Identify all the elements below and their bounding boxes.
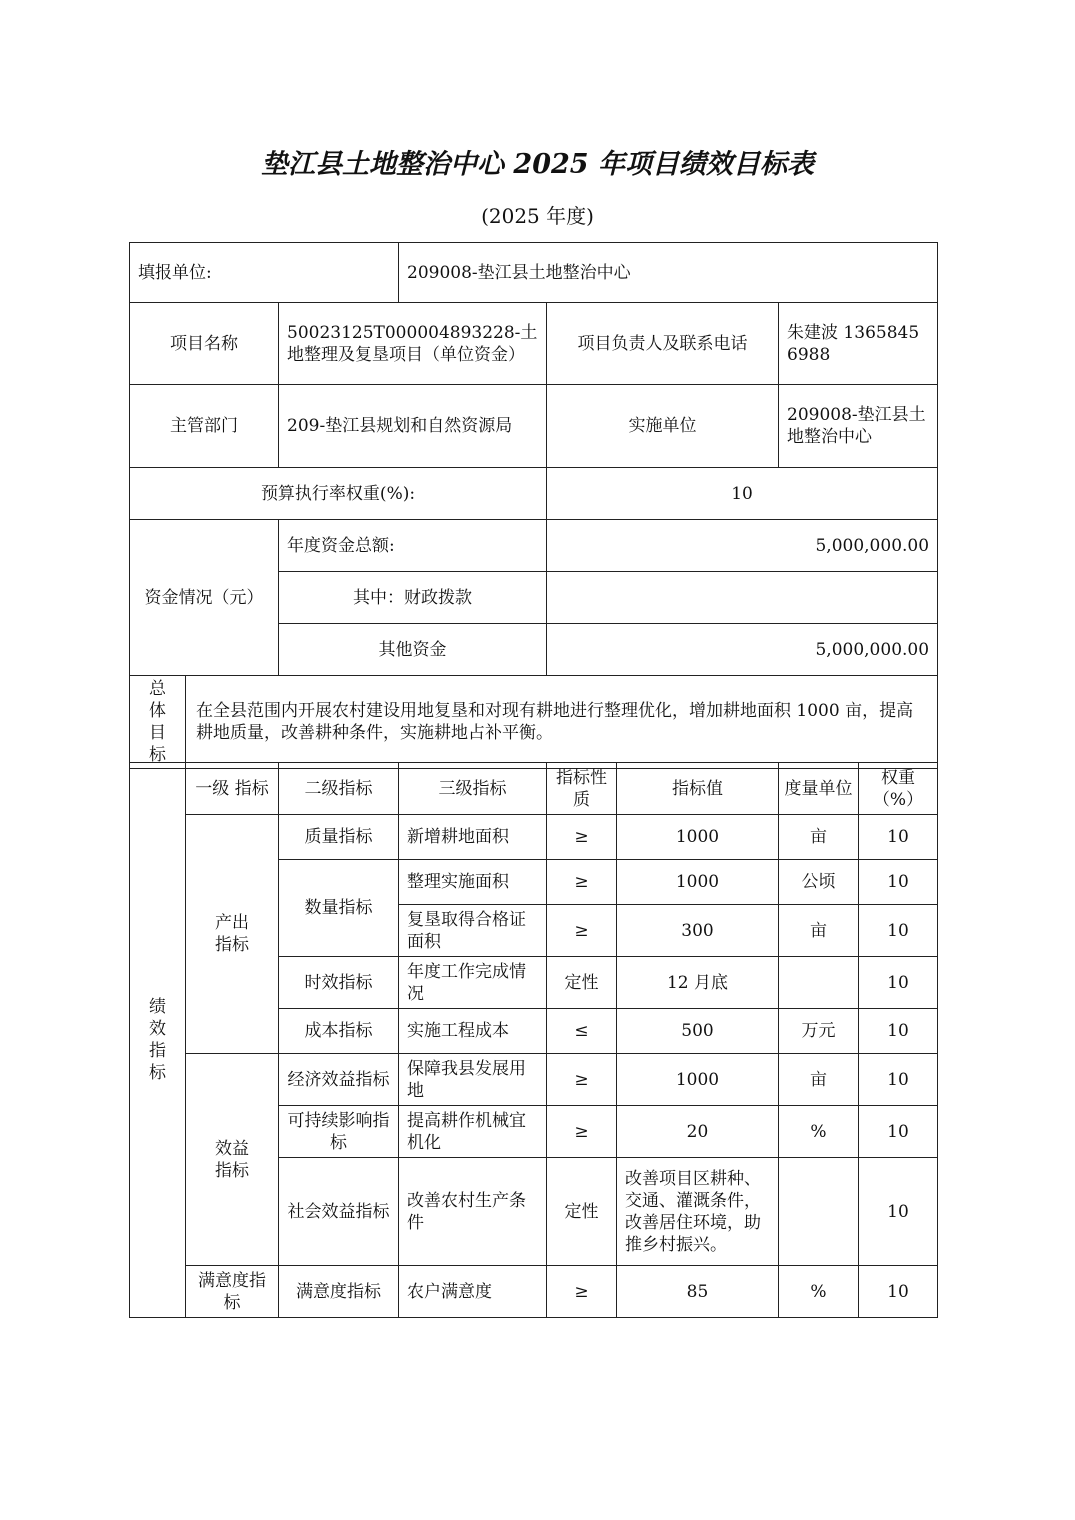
- header-nature: 指标性质: [547, 763, 617, 815]
- row-nature: ≤: [547, 1009, 617, 1054]
- row-unit: 万元: [779, 1009, 859, 1054]
- row-unit: 公顷: [779, 860, 859, 905]
- group-output-text: 产出指标: [215, 913, 249, 955]
- row-value: 85: [617, 1266, 779, 1318]
- row-nature: 定性: [547, 957, 617, 1009]
- row-weight: 10: [859, 1009, 938, 1054]
- row-level2: 经济效益指标: [279, 1054, 399, 1106]
- fund-total-value: 5,000,000.00: [547, 520, 938, 572]
- header-weight: 权重（%）: [859, 763, 938, 815]
- row-nature: ≥: [547, 1054, 617, 1106]
- row-value: 300: [617, 905, 779, 957]
- impl-value: 209008-垫江县土地整治中心: [779, 385, 938, 468]
- row-weight: 10: [859, 957, 938, 1009]
- budget-weight-value: 10: [547, 468, 938, 520]
- header-unit: 度量单位: [779, 763, 859, 815]
- header-level3: 三级指标: [399, 763, 547, 815]
- row-value: 改善项目区耕种、交通、灌溉条件，改善居住环境，助推乡村振兴。: [617, 1158, 779, 1266]
- row-weight: 10: [859, 860, 938, 905]
- row-unit: %: [779, 1266, 859, 1318]
- group-satisfaction: 满意度指标: [186, 1266, 279, 1318]
- fund-label: 资金情况（元）: [130, 520, 279, 676]
- unit-value: 209008-垫江县土地整治中心: [399, 243, 938, 303]
- fund-fiscal-value: [547, 572, 938, 624]
- dept-label: 主管部门: [130, 385, 279, 468]
- row-level3: 新增耕地面积: [399, 815, 547, 860]
- row-unit: 亩: [779, 905, 859, 957]
- header-level1: 一级 指标: [186, 763, 279, 815]
- row-unit: [779, 1158, 859, 1266]
- row-weight: 10: [859, 905, 938, 957]
- contact-value: 朱建波 13658456988: [779, 303, 938, 385]
- row-unit: %: [779, 1106, 859, 1158]
- row-level3: 整理实施面积: [399, 860, 547, 905]
- unit-label: 填报单位:: [130, 243, 399, 303]
- row-weight: 10: [859, 1158, 938, 1266]
- perf-section-label: [130, 763, 186, 1318]
- row-value: 500: [617, 1009, 779, 1054]
- row-unit: 亩: [779, 1054, 859, 1106]
- dept-value: 209-垫江县规划和自然资源局: [279, 385, 547, 468]
- row-nature: ≥: [547, 1106, 617, 1158]
- header-level2: 二级指标: [279, 763, 399, 815]
- row-unit: [779, 957, 859, 1009]
- row-weight: 10: [859, 1054, 938, 1106]
- row-nature: ≥: [547, 1266, 617, 1318]
- row-level3: 复垦取得合格证面积: [399, 905, 547, 957]
- row-nature: 定性: [547, 1158, 617, 1266]
- goal-label: [130, 676, 186, 769]
- row-weight: 10: [859, 815, 938, 860]
- row-level3: 提高耕作机械宜机化: [399, 1106, 547, 1158]
- row-weight: 10: [859, 1106, 938, 1158]
- row-nature: ≥: [547, 815, 617, 860]
- row-value: 1000: [617, 1054, 779, 1106]
- perf-section-label-text: 绩效指标: [149, 997, 166, 1083]
- row-value: 20: [617, 1106, 779, 1158]
- row-level3: 实施工程成本: [399, 1009, 547, 1054]
- group-benefit-text: 效益指标: [215, 1138, 249, 1181]
- row-value: 12 月底: [617, 957, 779, 1009]
- fund-other-value: 5,000,000.00: [547, 624, 938, 676]
- row-level3: 年度工作完成情况: [399, 957, 547, 1009]
- header-value: 指标值: [617, 763, 779, 815]
- row-weight: 10: [859, 1266, 938, 1318]
- row-level3: 保障我县发展用地: [399, 1054, 547, 1106]
- project-name-value: 50023125T000004893228-土地整理及复垦项目（单位资金）: [279, 303, 547, 385]
- row-level2: 社会效益指标: [279, 1158, 399, 1266]
- row-level2: 满意度指标: [279, 1266, 399, 1318]
- row-level2: 时效指标: [279, 957, 399, 1009]
- row-level3: 农户满意度: [399, 1266, 547, 1318]
- performance-target-table: [129, 242, 938, 769]
- row-value: 1000: [617, 815, 779, 860]
- page-title: 垫江县土地整治中心 2025 年项目绩效目标表: [261, 149, 814, 180]
- contact-label: 项目负责人及联系电话: [547, 303, 779, 385]
- group-output: [186, 815, 279, 1054]
- row-unit: 亩: [779, 815, 859, 860]
- budget-weight-label: 预算执行率权重(%):: [130, 468, 547, 520]
- row-nature: ≥: [547, 860, 617, 905]
- fund-other-label: 其他资金: [279, 624, 547, 676]
- page-subtitle: (2025 年度): [481, 204, 594, 228]
- row-level3: 改善农村生产条件: [399, 1158, 547, 1266]
- project-name-label: 项目名称: [130, 303, 279, 385]
- goal-label-text: 总体目标: [149, 679, 166, 765]
- fund-total-label: 年度资金总额:: [279, 520, 547, 572]
- row-level2: 成本指标: [279, 1009, 399, 1054]
- row-value: 1000: [617, 860, 779, 905]
- row-nature: ≥: [547, 905, 617, 957]
- row-level2: 数量指标: [279, 860, 399, 957]
- row-level2: 可持续影响指标: [279, 1106, 399, 1158]
- impl-label: 实施单位: [547, 385, 779, 468]
- group-benefit: [186, 1054, 279, 1266]
- goal-value: 在全县范围内开展农村建设用地复垦和对现有耕地进行整理优化，增加耕地面积 1000 亩，提高耕地质量，改善耕种条件，实施耕地占补平衡。: [186, 676, 938, 769]
- indicator-table: [129, 762, 938, 1318]
- row-level2: 质量指标: [279, 815, 399, 860]
- fund-fiscal-label: 其中：财政拨款: [279, 572, 547, 624]
